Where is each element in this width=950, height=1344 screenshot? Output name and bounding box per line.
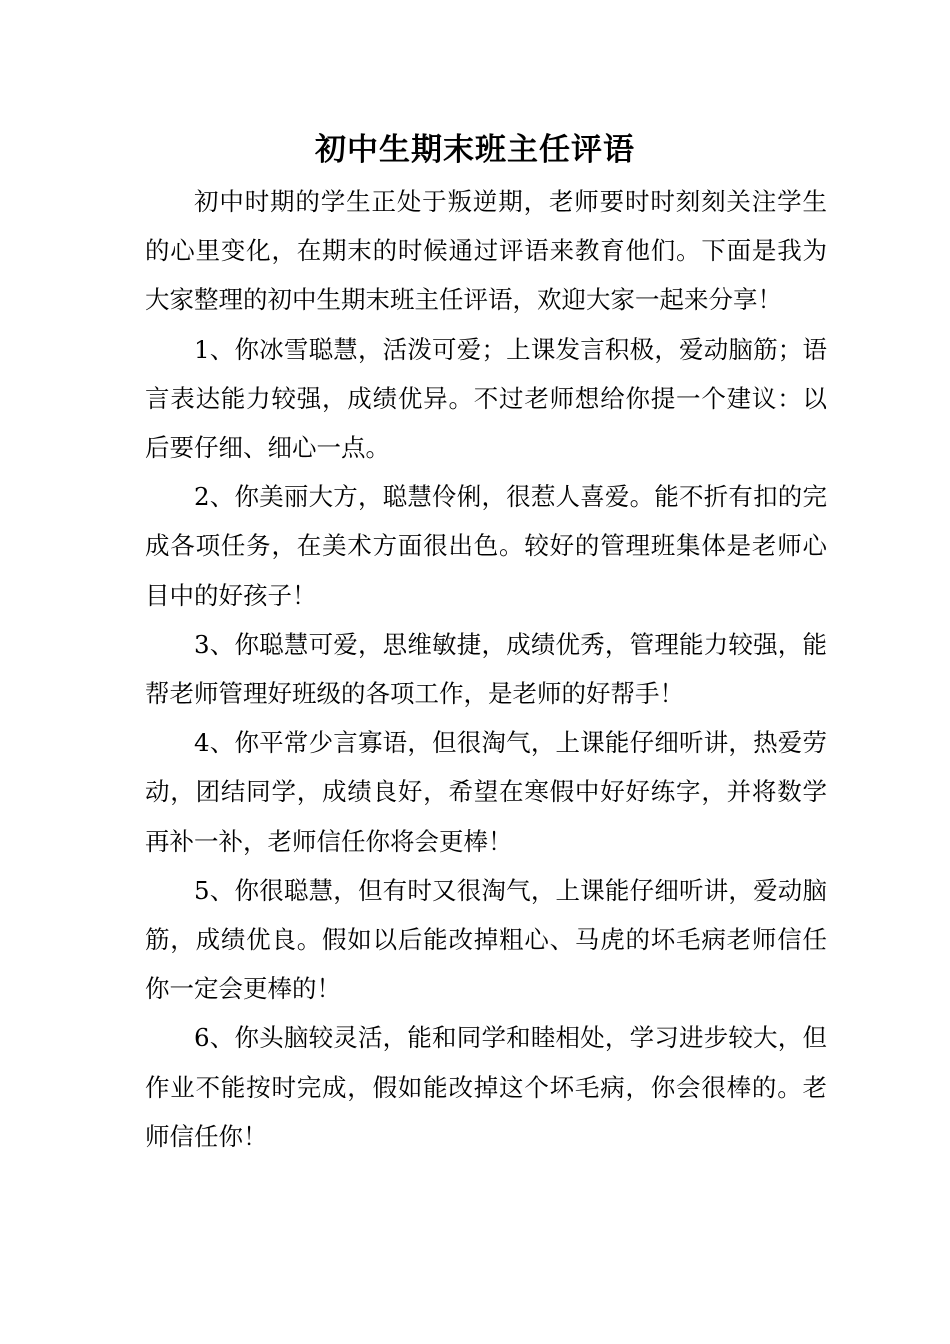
comment-paragraph-1: 1、你冰雪聪慧，活泼可爱；上课发言积极，爱动脑筋；语言表达能力较强，成绩优异。不过老师想给你提一个建议：以后要仔细、细心一点。	[145, 334, 827, 463]
comment-paragraph-3: 3、你聪慧可爱，思维敏捷，成绩优秀，管理能力较强，能帮老师管理好班级的各项工作，是老师的好帮手！	[145, 629, 827, 709]
document-title: 初中生期末班主任评语	[315, 132, 635, 168]
intro-paragraph: 初中时期的学生正处于叛逆期，老师要时时刻刻关注学生的心里变化，在期末的时候通过评语来教育他们。下面是我为大家整理的初中生期末班主任评语，欢迎大家一起来分享！	[145, 187, 827, 315]
comment-paragraph-2: 2、你美丽大方，聪慧伶俐，很惹人喜爱。能不折有扣的完成各项任务，在美术方面很出色。较好的管理班集体是老师心目中的好孩子！	[145, 482, 827, 610]
comment-paragraph-6: 6、你头脑较灵活，能和同学和睦相处，学习进步较大，但作业不能按时完成，假如能改掉这个坏毛病，你会很棒的。老师信任你！	[145, 1023, 827, 1151]
comment-paragraph-5: 5、你很聪慧，但有时又很淘气，上课能仔细听讲，爱动脑筋，成绩优良。假如以后能改掉粗心、马虎的坏毛病老师信任你一定会更棒的！	[145, 875, 827, 1004]
document-body	[145, 177, 827, 1161]
comment-paragraph-4: 4、你平常少言寡语，但很淘气，上课能仔细听讲，热爱劳动，团结同学，成绩良好，希望在寒假中好好练字，并将数学再补一补，老师信任你将会更棒！	[145, 728, 827, 856]
